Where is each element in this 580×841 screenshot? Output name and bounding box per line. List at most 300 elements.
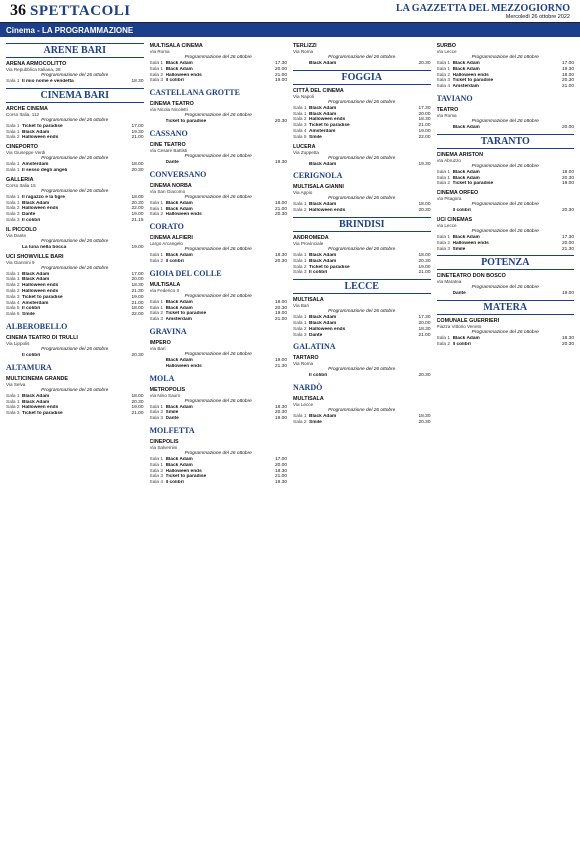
screen-number: Sala 2 [293,264,307,270]
show-time: 20.00 [131,277,144,283]
screen-number: Sala 1 [293,105,307,111]
screen-number: Sala 3 [293,270,307,276]
showtime-row [437,125,575,131]
film-title: Black Adam [452,61,480,66]
film-title: Amsterdam [22,162,49,168]
cinema-name: ANDROMEDA [293,234,329,241]
cinema-name: MULTISALA [293,396,324,403]
cinema-address: Corso Italia 15 [6,182,36,188]
film-title: Black Adam [452,175,480,181]
cinema-address: Via Napoli [293,93,314,99]
cinema-name: SURBO [436,43,456,49]
cinema-address: Corso Italia, 112 [6,111,40,117]
screen-number: Sala 1 [149,253,164,259]
screen-number: Sala 1 [149,462,164,468]
masthead-right [396,3,570,20]
show-time: 18.30 [274,404,287,410]
programme-heading: Programmazione del 26 ottobre [471,285,539,291]
screen-number [6,245,22,251]
screen-number: Sala 1 [6,79,20,84]
city-heading: ARENE BARI [6,43,144,58]
city-heading: ALTAMURA [6,362,52,372]
film-title: Black Adam [22,399,50,405]
cinema-address: Via Abruzzo [436,157,461,163]
cinema-name: IL PICCOLO [6,226,37,233]
film-title: Black Adam [452,234,480,240]
section-title: SPETTACOLI [30,2,131,19]
screen-number: Sala 2 [6,405,20,411]
showtime-row [6,245,144,251]
city-heading: FOGGIA [293,70,431,85]
film-title: Dante [452,291,466,297]
programme-heading: Programmazione del 26 ottobre [184,153,252,159]
show-time: 20.30 [418,258,431,264]
show-time: 21.30 [274,363,287,369]
programme-heading: Programmazione del 26 ottobre [41,73,109,78]
cinema-address: Via Giannini 9 [6,259,35,265]
screen-number: Sala 3 [436,78,451,84]
show-time: 20.30 [274,258,287,264]
screen-number: Sala 3 [436,246,451,252]
cinema-address: Piazza Vittorio Veneto [436,324,482,330]
film-title: Ticket to paradise [309,123,350,129]
screen-number: Sala 2 [149,468,164,474]
screen-number [293,373,309,379]
screen-number: Sala 5 [293,134,307,140]
film-title: Il colibrì [165,258,184,264]
show-time: 21.30 [131,288,144,294]
screen-number: Sala 3 [6,217,20,223]
film-title: Black Adam [309,414,337,420]
programme-heading: Programmazione del 26 ottobre [471,118,539,124]
programme-heading: Programmazione del 26 ottobre [328,246,396,252]
film-title: Black Adam [165,305,193,311]
film-title: Halloween ends [452,72,489,78]
page-number: 36 [10,2,26,19]
film-title: Smile [309,134,322,140]
programme-heading: Programmazione del 26 ottobre [328,55,396,60]
show-time: 21.00 [418,332,431,338]
programme-heading: Programmazione del 26 ottobre [41,387,109,393]
cinema-name: IMPERO [149,339,171,346]
screen-number: Sala 1 [293,414,307,420]
screen-number: Sala 2 [293,117,307,123]
screen-number: Sala 1 [149,305,164,311]
film-title: Halloween ends [309,208,346,214]
showtime-row [6,79,144,85]
show-time: 19.00 [561,181,574,187]
show-time: 18.00 [561,169,574,175]
cinema-address: Via Bari [293,303,310,309]
screen-number: Sala 1 [6,271,20,277]
screen-number: Sala 2 [293,208,307,214]
masthead [0,0,580,23]
screen-number: Sala 1 [436,66,451,72]
film-title: Black Adam [309,320,337,326]
show-time: 20.30 [418,208,431,214]
show-time: 20.30 [274,212,287,218]
screen-number: Sala 1 [6,123,20,129]
city-heading: LECCE [293,279,431,294]
show-time: 19.00 [274,311,287,317]
screen-number: Sala 1 [436,234,451,240]
show-time: 19.00 [274,357,287,363]
show-time: 22.00 [131,312,144,318]
film-title: Black Adam [452,169,480,175]
screen-number: Sala 2 [149,410,164,416]
show-time: 18.00 [274,299,287,305]
showtime-row [437,291,575,297]
showtime-row [150,212,288,218]
cinema-name: CINEMA TEATRO DI TRULLI [6,334,78,341]
cinema-address: Largo Arcangelo [149,241,183,247]
cinema-address: Via Selva [6,381,26,387]
programme-heading: Programmazione del 26 ottobre [184,194,252,200]
showtime-row [293,61,431,67]
show-time: 18.00 [131,393,144,399]
city-heading: CORATO [149,222,184,232]
paper-name: LA GAZZETTA DEL MEZZOGIORNO [395,2,570,14]
film-title: Il colibrì [309,373,328,379]
programme-heading: Programmazione del 26 ottobre [328,155,396,161]
show-time: 19.00 [561,291,574,297]
film-title: Black Adam [22,129,50,135]
showtime-row [6,168,144,174]
show-time: 19.30 [418,161,431,167]
cinema-address: Via Lecce [436,222,457,228]
showtime-row [150,416,288,422]
show-time: 19.00 [274,78,287,84]
cinema-address: Via Cesare Battisti [149,147,188,153]
show-time: 21.30 [561,246,574,252]
showtime-row [437,84,575,90]
cinema-address: Via Zuppetta [293,149,319,155]
show-time: 20.30 [274,305,287,311]
film-title: Ticket to paradise [22,411,63,417]
cinema-name: CINE TEATRO [149,141,186,148]
film-title: Black Adam [165,456,193,462]
cinema-name: CINEMA ARISTON [436,151,484,158]
cinema-name: UCI SHOWVILLE BARI [6,253,64,260]
cinema-address: Via Salvemini [149,444,178,450]
film-title: Black Adam [22,277,50,283]
screen-number: Sala 1 [293,202,307,208]
programme-heading: Programmazione del 26 ottobre [471,55,539,60]
programme-heading: Programmazione del 26 ottobre [328,196,396,202]
show-time: 18.00 [274,200,287,206]
screen-number: Sala 2 [149,258,164,264]
cinema-name: CINEMA TEATRO [149,101,194,108]
screen-number: Sala 2 [436,181,451,187]
cinema-address: Via Lecce [436,49,457,54]
screen-number: Sala 1 [293,111,307,117]
screen-number: Sala 1 [6,277,20,283]
film-title: Black Adam [165,462,193,468]
showtime-row [293,333,431,339]
film-title: Smile [309,419,322,425]
film-title: Halloween ends [22,405,59,411]
cinema-address: Via Federico II [149,287,180,293]
screen-number [437,125,453,131]
show-time: 18.00 [418,202,431,208]
screen-number: Sala 1 [6,129,20,135]
show-time: 17.30 [418,315,431,321]
show-time: 21.00 [418,123,431,129]
film-title: Black Adam [309,111,337,117]
showtime-row [293,162,431,168]
screen-number: Sala 1 [293,252,307,258]
show-time: 18.30 [131,79,144,84]
cinema-address: Via Dante [6,232,27,238]
city-heading: GIOIA DEL COLLE [149,268,222,278]
film-title: Ticket to paradise [165,119,207,125]
film-title: Amsterdam [309,128,336,134]
screen-number: Sala 1 [149,404,164,410]
film-title: Il colibrì [165,78,184,84]
show-time: 20.30 [561,208,574,214]
screen-number: Sala 2 [149,72,164,78]
film-title: Dante [165,416,179,422]
film-title: Smile [22,312,35,318]
showtime-row [150,78,288,84]
film-title: Black Adam [165,200,193,206]
show-time: 22.00 [131,206,144,212]
programme-heading: Programmazione del 26 ottobre [184,450,252,456]
film-title: Amsterdam [452,84,479,90]
city-heading: BRINDISI [293,217,431,232]
film-title: Black Adam [165,357,193,363]
screen-number: Sala 2 [6,288,20,294]
screen-number: Sala 2 [293,419,307,425]
screen-number: Sala 1 [6,200,20,206]
film-title: Black Adam [309,105,337,111]
show-time: 18.30 [418,414,431,420]
programme-heading: Programmazione del 26 ottobre [471,330,539,336]
city-heading: POTENZA [437,255,575,270]
show-time: 19.30 [561,66,574,72]
cinema-address: Via Appio [293,190,313,196]
film-title: Ticket to paradise [22,123,63,129]
film-title: Il ragazzo e la tigre [22,194,65,200]
showtime-row [293,420,431,426]
city-heading: GRAVINA [149,326,187,336]
show-time: 17.00 [131,271,144,277]
show-time: 22.00 [418,134,431,140]
cinema-name: ARCHE CINEMA [6,105,48,112]
film-title: Black Adam [452,66,480,72]
show-time: 19.00 [418,128,431,134]
cinema-name: MULTICINEMA GRANDE [6,375,68,382]
cinema-address: Via Provinciale [293,240,324,246]
city-heading: CONVERSANO [149,169,207,179]
screen-number: Sala 3 [149,474,164,480]
film-title: Amsterdam [22,300,49,306]
show-time: 17.30 [561,234,574,240]
screen-number: Sala 1 [149,61,164,66]
cinema-name: CINEMA ORFEO [436,190,479,197]
screen-number [293,61,309,67]
film-title: Black Adam [165,206,193,212]
cinema-name: LUCERA [293,143,316,150]
screen-number: Sala 1 [6,167,20,173]
cinema-name: MULTISALA GIANNI [293,184,344,191]
film-title: Ticket to paradise [22,294,63,300]
city-heading: MOLA [149,373,175,383]
film-title: Black Adam [165,404,193,410]
show-time: 20.00 [561,240,574,246]
showtime-row [437,247,575,253]
film-title: Halloween ends [165,468,202,474]
show-time: 20.30 [274,410,287,416]
screen-number: Sala 4 [293,128,307,134]
show-time: 20.00 [418,320,431,326]
screen-number: Sala 1 [436,175,451,181]
show-time: 17.00 [131,123,144,129]
programme-heading: Programmazione del 26 ottobre [184,398,252,404]
screen-number: Sala 1 [6,399,20,405]
city-heading: NARDÒ [293,383,323,393]
cinema-name: CITTÀ DEL CINEMA [293,87,344,94]
city-heading: GALATINA [293,342,336,352]
show-time: 18.30 [418,326,431,332]
listing-column [150,40,288,838]
programme-heading: Programmazione del 26 ottobre [41,346,109,352]
film-title: Black Adam [452,336,480,342]
listing-column [437,40,575,838]
show-time: 21.00 [274,72,287,78]
film-title: Il colibrì [309,270,328,276]
screen-number: Sala 3 [149,317,164,323]
screen-number: Sala 1 [293,315,307,321]
showtime-row [293,135,431,141]
listing-column [6,40,144,838]
film-title: Smile [452,246,466,252]
show-time: 19.30 [274,480,287,486]
film-title: Halloween ends [165,212,202,218]
screen-number: Sala 1 [149,206,164,212]
show-time: 21.00 [131,135,144,141]
show-time: 19.30 [274,159,287,165]
film-title: Il mio nome è vendetta [22,79,74,84]
screen-number: Sala 2 [6,135,20,141]
city-heading: TAVIANO [436,93,473,103]
show-time: 20.00 [561,124,574,130]
film-title: Black Adam [165,66,193,72]
screen-number: Sala 1 [6,162,20,168]
screen-number: Sala 2 [6,283,20,289]
screen-number: Sala 1 [436,336,451,342]
film-title: Smile [165,410,179,416]
show-time: 20.30 [418,61,431,66]
screen-number: Sala 2 [149,212,164,218]
screen-number: Sala 4 [149,480,164,486]
cinema-address: Via Roma [149,49,170,54]
screen-number [150,364,166,370]
programme-heading: Programmazione del 26 ottobre [184,55,252,60]
programme-heading: Programmazione del 26 ottobre [41,188,109,194]
programme-heading: Programmazione del 26 ottobre [471,228,539,234]
film-title: Halloween ends [22,283,59,289]
cinema-name: TEATRO [436,106,459,113]
city-heading: MOLFETTA [149,425,195,435]
programme-heading: Programmazione del 26 ottobre [184,351,252,357]
programme-heading: Programmazione del 26 ottobre [328,367,396,373]
film-title: Black Adam [165,253,193,259]
programme-heading: Programmazione del 26 ottobre [41,238,109,244]
show-time: 19.00 [131,212,144,218]
screen-number: Sala 1 [293,258,307,264]
cinema-name: METROPOLIS [149,386,186,393]
screen-number: Sala 2 [293,326,307,332]
film-title: La luna nella bocca [22,244,67,250]
screen-number [437,208,453,214]
show-time: 20.00 [418,111,431,117]
showtime-row [150,119,288,125]
film-title: Black Adam [22,200,50,206]
cinema-address: Via Repubblica Italiana, 28 [6,67,61,72]
screen-number [293,162,309,168]
screen-number: Sala 1 [149,299,164,305]
show-time: 21.00 [274,317,287,323]
screen-number: Sala 1 [6,393,20,399]
film-title: Black Adam [309,61,337,66]
film-title: Halloween ends [22,206,59,212]
screen-number: Sala 3 [149,78,164,84]
film-title: Black Adam [309,202,337,208]
city-heading: TARANTO [437,134,575,149]
screen-number: Sala 4 [6,300,20,306]
cinema-address: Via Bari [149,345,166,351]
screen-number: Sala 2 [436,72,451,78]
show-time: 18.00 [131,162,144,168]
show-time: 17.30 [418,105,431,111]
showtime-row [6,135,144,141]
cinema-address: Via Roma [293,49,314,54]
cinema-address: Via Roma [293,361,314,367]
screen-number: Sala 3 [293,332,307,338]
show-time: 17.00 [274,456,287,462]
show-time: 18.30 [131,283,144,289]
city-heading: CASSANO [149,128,188,138]
film-title: Black Adam [309,258,337,264]
film-title: Il colibrì [22,306,41,312]
screen-number: Sala 2 [6,206,20,212]
show-time: 17.00 [561,61,574,66]
issue-date: Mercoledì 26 ottobre 2022 [505,13,570,20]
show-time: 20.30 [274,119,287,125]
film-title: Il colibrì [22,217,41,223]
cinema-name: TARTARO [293,355,319,362]
show-time: 20.30 [418,419,431,425]
cinema-name: CINETEATRO DON BOSCO [436,273,506,280]
film-title: Il colibrì [452,341,471,347]
programme-heading: Programmazione del 26 ottobre [41,156,109,162]
film-title: Halloween ends [309,117,346,123]
show-time: 20.30 [131,399,144,405]
show-time: 20.30 [561,78,574,84]
listing-column [293,40,431,838]
cinema-name: CINEMA NORBA [149,182,192,189]
cinema-address: Via Nicola Nicoletti [149,107,188,113]
cinema-address: Via Maratea [436,279,462,285]
show-time: 19.00 [274,416,287,422]
show-time: 21.00 [561,84,574,90]
cinema-address: Via San Giacomo [149,188,186,194]
film-title: Il colibrì [165,480,184,486]
show-time: 21.15 [131,217,144,223]
film-title: Halloween ends [22,288,59,294]
section-banner: Cinema - LA PROGRAMMAZIONE [0,23,580,37]
